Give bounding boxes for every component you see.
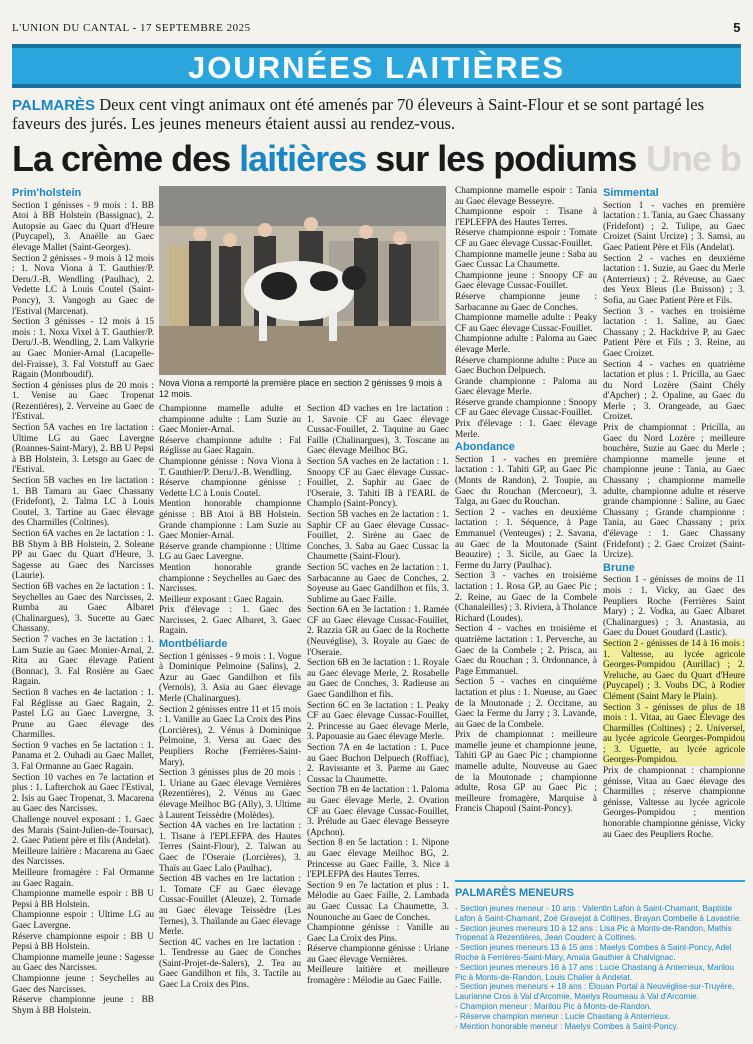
list-paragraph: Championne mamelle adulte : Peaky CF au Gaec élevage Cussac-Fouillet. [455,313,597,334]
list-paragraph: Section 7 vaches en 3e lactation : 1. Lam Suzie au Gaec Monier-Arnal, 2. Rita au Gaec élevage Patient (Bonnac), 3. Fal Rosière au Gaec Ragain. [12,634,154,688]
column-4 [455,186,597,876]
title-part1: La crème des [12,138,240,179]
list-paragraph: - Mention honorable meneur : Maelys Combes à Saint-Poncy. [455,1021,679,1031]
list-paragraph: Section 2 génisses entre 11 et 15 mois : 1. Vanille au Gaec La Croix des Pins (Lorcières), 2. Vénus à Dominique Pelmoine, 3. Versa au Gaec des Peupliers Roche (Ferrières-Saint-Mary). [159,704,301,768]
cow-photo [159,186,446,375]
list-paragraph: Championne mamelle jeune : Saba au Gaec Cussac La Chaumette. [455,249,597,271]
list-paragraph: Meilleure fromagère : Fal Ormanne au Gaec Ragain. [12,868,154,889]
list-paragraph: Section 2 - vaches en deuxième lactation : 1. Séquence, à Page Emmanuel (Venteuges) ; 2. Savana, au Gaec de la Moutonade (Saint Beauzire) ; 3. Sicile, au Gaec la Ferme du Jarry (Paulhac). [455,507,597,571]
list-paragraph: Championne mamelle jeune : Sagesse au Gaec des Narcisses. [12,952,154,974]
list-paragraph: Section 8 vaches en 4e lactation : 1. Fal Réglisse au Gaec Ragain, 2. Pastel LG au Gaec Lavergne, 3. Prune au Gaec élevage des Charmilles. [12,687,154,741]
list-paragraph: Championne mamelle adulte et championne adulte : Lam Suzie au Gaec Monier-Arnal. [159,404,301,436]
list-paragraph: Réserve grande championne : Snoopy CF au Gaec élevage Cussac-Fouillet. [455,397,597,419]
list-paragraph: Section 8 en 5e lactation : 1. Nipone au Gaec élevage Meilhoc BG, 2. Princesse au Gaec Faille, 3. Nice à l'EPLEFPA des Hautes Terres. [307,838,449,881]
list-paragraph: Section 5 - vaches en cinquième lactation et plus : 1. Nueuse, au Gaec de la Moutonade ; 2. Occitane, au Gaec la Ferme du Jarry ; 3. Lavande, au Gaec de la Combele. [455,677,597,730]
list-paragraph: Section 3 génisses - 12 mois à 15 mois : 1. Noxa Vixel à T. Gauthier/P. Deru/J.-B. Wendling, 2. Lam Valkyrie au Gaec Monier-Arnal (Lacapelle-del-Fraisse), 3. Fal Votstuff au Gaec Ragain (Montboudif). [12,317,154,381]
list-paragraph: Section 6A en 3e lactation : 1. Ramée CF au Gaec élevage Cussac-Fouillet, 2. Razzia GR au Gaec de la Rochette (Neuvéglise), 3. Royale au Gaec de l'Oseraie. [307,605,449,658]
list-paragraph: Section 6A vaches en 2e lactation : 1. BB Shym à BB Holstein, 2. Soleane PP au Gaec du Quart d'Heure, 3. Sagesse au Gaec des Narcisses (Laurie). [12,529,154,582]
list-paragraph: Réserve championne jeune : BB Shym à BB Holstein. [12,995,154,1016]
list-paragraph: Section 7B en 4e lactation : 1. Paloma au Gaec élevage Merle, 2. Ovation CF au Gaec élevage Cussac-Fouillet, 3. Prélude au Gaec élevage Besseyre (Apchon). [307,785,449,838]
list-paragraph: Réserve championne adulte : Puce au Gaec Buchon Delpuech. [455,355,597,377]
list-paragraph: Championne espoir : Tisane à l'EPLEFPA des Hautes Terres. [455,207,597,228]
list-paragraph: Section 9 vaches en 5e lactation : 1. Panama et 2. Ouhadi au Gaec Mallet, 3. Fal Ormanne au Gaec Ragain. [12,740,154,773]
list-paragraph: Section 10 vaches en 7e lactation et plus : 1. Lafterchok au Gaec l'Estival, 2. Isis au Gaec Tropenat, 3. Macarena au Gaec des Narcisses. [12,772,154,815]
list-paragraph: Réserve grande championne : Ultime LG au Gaec Lavergne. [159,541,301,563]
column-prim-holstein [12,186,154,1036]
section-heading: Montbéliarde [159,638,228,651]
list-paragraph: Section 6B en 3e lactation : 1. Royale au Gaec élevage Merle, 2. Rosabelle au Gaec de Conches, 3. Radieuse au Gaec Gandilhon et fils. [307,658,449,701]
box-title: PALMARÈS MENEURS [455,880,745,900]
list-paragraph: Section 2 génisses - 9 mois à 12 mois : 1. Nova Viona à T. Gauthier/P. Deru/J.-B. Wendling (Paulhac), 2. Vedette LC à Louis Coutel (Saint-Poncy), 3. Vangogh au Gaec de l'Estival (Marcenat). [12,253,154,317]
section-heading: Abondance [455,441,515,454]
list-paragraph: Meilleur exposant : Gaec Ragain. [159,594,284,605]
banner-title: JOURNÉES LAITIÈRES [187,50,566,85]
list-paragraph: Championne génisse : Vanille au Gaec La Croix des Pins. [307,923,449,944]
list-paragraph: Section 4 - vaches en quatrième lactation et plus : 1. Pricilla, au Gaec du Nord Lozère (Saint Chély d'Apcher) ; 2. Opaline, au Gaec du Merle ; 3. Orangeade, au Gaec Croizet. [603,359,745,423]
section-heading: Brune [603,561,635,574]
list-paragraph: Réserve championne espoir : Tomate CF au Gaec élevage Cussac-Fouillet. [455,228,597,249]
list-paragraph: Réserve championne jeune : Sarbacanne au Gaec de Conches. [455,291,597,313]
list-paragraph: Meilleure laitière et meilleure fromagère : Mélodie au Gaec Faille. [307,965,449,987]
list-paragraph: Section 4B vaches en 1re lactation : 1. Tomate CF au Gaec élevage Cussac-Fouillet (Aleuze), 2. Tornade au Gaec élevage Teissèdre (Les Ternes), 3. Thaïlande au Gaec élevage Merle. [159,874,301,938]
list-paragraph: Section 1 génisses - 9 mois : 1. Vogue à Dominique Pelmoine (Salins), 2. Azur au Gaec Gandilhon et fils (Vernols), 3. Asia au Gaec élevage Merle (Chalinargues). [159,651,301,705]
list-paragraph: Prix d'élevage : 1. Gaec des Narcisses, 2. Gaec Albaret, 3. Gaec Ragain. [159,605,301,637]
list-paragraph: - Réserve champion meneur : Lucie Chastang à Anterrieux. [455,1011,671,1021]
lead-text: Deux cent vingt animaux ont été amenés par 70 éleveurs à Saint-Flour et se sont partagé les faveurs des jurés. Les jeunes meneurs étaient aussi au rendez-vous. [12,95,704,133]
article-title [12,138,741,180]
list-paragraph: Section 1 - génisses de moins de 11 mois : 1. Vicky, au Gaec des Peupliers Roche (Ferrières Saint Mary) ; 2. Vodka, au Gaec Albaret (Chalinargues) ; 3. Anastasia, au Gaec du Douet Goudard (Lastic). [603,575,745,639]
list-paragraph: Section 1 génisses - 9 mois : 1. BB Atoi à BB Holstein (Bassignac), 2. Autopsie au Gaec du Quart d'Heure (Puycapel), 3. Anaëlle au Gaec élevage Mallet (Saint-Georges). [12,200,154,253]
list-paragraph: Section 3 - génisses de plus de 18 mois : 1. Vitaa, au Gaec Élevage des Charmilles (Coltines) ; 2. Universel, au lycée agricole Georges-Pompidou ; 3. Uguette, au lycée agricole Georges-Pompidou. [603,702,745,766]
list-paragraph: Championne adulte : Paloma au Gaec élevage Merle. [455,334,597,355]
column-5 [603,186,745,876]
list-paragraph: Section 1 - vaches en première lactation : 1. Tahiti GP, au Gaec Pic (Monts de Randon), 2. Toupie, au Gaec du Rouchan (Mercoeur), 3. Talga, au Gaec du Rouchan. [455,454,597,508]
list-paragraph: Section 4D vaches en 1re lactation : 1. Savoie CF au Gaec élevage Cussac-Fouillet, 2. Taquine au Gaec Faille (Chalinargues), 3. Toscane au Gaec élevage Meilhoc BG. [307,404,449,457]
list-paragraph: Mention honorable championne génisse : BB Atoi à BB Holstein. Grande championne : Lam Suzie au Gaec Monier-Arnal. [159,499,301,542]
list-paragraph: - Section jeunes meneurs 16 à 17 ans : Lucie Chastang à Anterrieux, Marilou Pic à Monts-de-Randon, Louis Chalier à Andelat. [455,962,734,982]
list-paragraph: Prix de championnat : Pricilla, au Gaec du Nord Lozère ; meilleure bouchère, Suzie au Gaec du Merle ; championne mamelle jeune et championne jeune : Tania, au Gaec Chassany ; championne mamelle adulte, championne adulte et réserve grande championne : Saline, au Gaec Chassany ; Grande championne : Tania, au Gaec Chassany ; prix d'élevage : 1. Gaec Chassany (Fridefont) ; 2. Gaec Croizet (Saint-Urcize). [603,423,745,561]
list-paragraph: Section 4 - vaches en troisième et quatrième lactation : 1. Perverche, au Gaec de la Combele ; 2. Prisca, au Gaec du Rouchan ; 3. Ordonnance, à Page Emmanuel. [455,624,597,677]
list-paragraph: Réserve championne espoir : BB U Pepsi à BB Holstein. [12,931,154,953]
list-paragraph: Section 3 - vaches en troisième lactation : 1. Saline, au Gaec Chassany ; 2. Hackdrive P, au Gaec Patient Père et Fils ; 3. Reine, au Gaec Croizet. [603,306,745,359]
list-paragraph: Prix de championnat : meilleure mamelle jeune et championne jeune, Tahiti GP au Gaec Pic ; championne mamelle adulte, Nouveuse au Gaec de la Moutonade ; championne adulte, Rosa GP au Gaec Pic ; meilleure fromagère, Marquise à Francis Chapoul (Saint-Poncy). [455,730,597,815]
list-paragraph: Section 3 - vaches en troisième lactation : 1. Rosa GP, au Gaec Pic ; 2. Reine, au Gaec de la Combele (Chanaleilles) ; 3. Riviera, à Tholance Richard (Loudes). [455,571,597,624]
list-paragraph: Section 4 génisses plus de 20 mois : 1. Venise au Gaec Tropenat (Rezentières), 2. Verveine au Gaec de l'Estival. [12,380,154,423]
list-paragraph: Championne jeune : Seychelles au Gaec des Narcisses. [12,973,154,995]
list-paragraph: - Section jeunes meneurs 10 à 12 ans : Lisa Pic à Monts-de-Randon, Mathis Tropenat à Rezentières, Jean Couderc à Coltines. [455,923,732,943]
list-paragraph: Championne mamelle espoir : Tania au Gaec élevage Besseyre. [455,186,597,207]
column-3 [307,404,449,1044]
list-paragraph: Mention honorable grande championne : Seychelles au Gaec des Narcisses. [159,562,301,595]
meneurs-box [455,904,745,1031]
list-paragraph: Championne mamelle espoir : BB U Pepsi à BB Holstein. [12,889,154,910]
list-paragraph: Réserve championne adulte : Fal Réglisse au Gaec Ragain. [159,435,301,457]
list-paragraph: Section 1 - vaches en première lactation : 1. Tania, au Gaec Chassany (Fridefont) ; 2. Tulipe, au Gaec Croizet (Saint Urcize) ; 3. Samsi, au Gaec Patient Père et Fils (Andelat). [603,200,745,253]
section-banner [12,44,741,88]
list-paragraph: Section 3 génisses plus de 20 mois : 1. Uriane au Gaec élevage Vernières (Rezentières), 2. Vénus au Gaec élevage Meilhoc BG (Ally), 3. Ultime à Laurent Teissèdre (Molèdes). [159,768,301,821]
list-paragraph: - Section jeunes meneurs + 18 ans : Élouan Portal à Neuvéglise-sur-Truyère, Laurianne Cros à Val d'Arcomie, Maelys Roumeau à Val d'Arcomie. [455,982,735,1002]
list-paragraph: Section 5B vaches en 1re lactation : 1. BB Tamara au Gaec Chassany (Fridefont), 2. Talma LC à Louis Coutel, 3. Tartine au Gaec élevage des Charmilles (Coltines). [12,476,154,529]
list-paragraph: Championne génisse : Nova Viona à T. Gauthier/P. Deru/J.-B. Wendling. [159,456,301,478]
column-2 [159,404,301,1044]
list-paragraph: Championne espoir : Ultime LG au Gaec Lavergne. [12,910,154,931]
list-paragraph: Section 2 - génisses de 14 à 16 mois : 1. Valtesse, au lycée agricole Georges-Pompidou (Aurillac) ; 2. Vreluche, au Gaec du Quart d'Heure (Puycapel) ; 3. Voubs DC, à Rodier Clément (Saint Mary le Plain). [603,638,745,702]
title-accent: laitières [239,138,367,179]
list-paragraph: Réserve championne génisse : Vedette LC à Louis Coutel. [159,478,301,499]
list-paragraph: Section 2 - vaches en deuxième lactation : 1. Suzie, au Gaec du Merle (Anterrieux) ; 2. Réveuse, au Gaec des Yeux Bleus (Le Buisson) ; 3. Sofia, au Gaec Patient Père et Fils. [603,253,745,306]
list-paragraph: Section 6C en 3e lactation : 1. Peaky CF au Gaec élevage Cussac-Fouillet, 2. Princesse au Gaec élevage Merle, 3. Papouasie au Gaec élevage Merle. [307,700,449,743]
newspaper-dateline: L'UNION DU CANTAL - 17 SEPTEMBRE 2025 [12,22,251,34]
list-paragraph: - Section jeunes meneurs 13 à 15 ans : Maelys Combes à Saint-Poncy, Adel Roche à Ferrières-Saint-Mary, Amaïa Gauthier à Chalvignac. [455,943,732,962]
list-paragraph: Section 5A vaches en 2e lactation : 1. Snoopy CF au Gaec élevage Cussac-Fouillet, 2. Saphir au Gaec de l'Oseraie, 3. Tahiti IB à l'EARL de Champlo (Saint-Poncy). [307,456,449,510]
list-paragraph: Prix d'élevage : 1. Gaec élevage Merle. [455,419,597,440]
title-showthrough: Une b [645,138,741,179]
list-paragraph: Section 9 en 7e lactation et plus : 1. Mélodie au Gaec Faille, 2. Lambada au Gaec Cussac La Chaumette, 3. Nounouche au Gaec de Conches. [307,880,449,923]
list-paragraph: Championne jeune : Snoopy CF au Gaec élevage Cussac-Fouillet. [455,270,597,292]
list-paragraph: Challenge nouvel exposant : 1. Gaec des Marais (Saint-Julien-de-Toursac), 2. Gaec Patient père et fils (Andelat). [12,815,154,847]
section-heading: Simmental [603,187,659,199]
lead-paragraph [12,96,741,133]
list-paragraph: Grande championne : Paloma au Gaec élevage Merle. [455,376,597,398]
list-paragraph: Prix de championnat : championne génisse, Vitaa au Gaec élevage des Charmilles ; réserve championne génisse, Valtesse au lycée agricole Georges-Pompidou ; mention honorable championne génisse, Vicky au Gaec des Peupliers Roche. [603,766,745,840]
lead-kicker: PALMARÈS [12,97,96,114]
list-paragraph: - Champion meneur : Marilou Pic à Monts-de-Randon. [455,1001,652,1011]
list-paragraph: Section 4A vaches en 1re lactation : 1. Tisane à l'EPLEFPA des Hautes Terres (Saint-Flour), 2. Taïwan au Gaec de l'Oseraie (Lorcières), 3. Thaïs au Gaec Lalo (Paulhac). [159,821,301,874]
list-paragraph: Section 5C vaches en 2e lactation : 1. Sarbacanne au Gaec de Conches, 2. Soyeuse au Gaec Gandilhon et fils, 3. Sublime au Gaec Faille. [307,562,449,605]
list-paragraph: Meilleure laitière : Macarena au Gaec des Narcisses. [12,846,154,868]
list-paragraph: Section 7A en 4e lactation : 1. Puce au Gaec Buchon Delpuech (Roffiac), 2. Ravissante et 3. Parme au Gaec Cussac la Chaumette. [307,743,449,785]
page-number: 5 [733,20,741,35]
title-part2: sur les podiums [366,138,637,179]
page-header [12,22,741,38]
photo-caption: Nova Viona a remporté la première place en section 2 génisses 9 mois à 12 mois. [159,378,442,399]
list-paragraph: - Section jeunes meneur - 10 ans : Valentin Lafon à Saint-Chamant, Baptiste Lafon à Saint-Chamant, Zoé Gravejat à Coltines, Brayan Combelle à Lavastrie. [455,904,742,923]
list-paragraph: Section 6B vaches en 2e lactation : 1. Seychelles au Gaec des Narcisses, 2. Rumba au Gaec Albaret (Chalinargues), 3. Sucette au Gaec Chassany. [12,581,154,635]
section-heading: Prim'holstein [12,187,82,199]
list-paragraph: Section 5B vaches en 2e lactation : 1. Saphir CF au Gaec élevage Cussac-Fouillet, 2. Sirène au Gaec de Conches, 3. Saba au Gaec Cussac la Chaumette (Saint-Flour). [307,509,449,563]
list-paragraph: Réserve championne génisse : Uriane au Gaec élevage Vernières. [307,944,449,965]
list-paragraph: Section 4C vaches en 1re lactation : 1. Tendresse au Gaec de Conches (Saint-Projet-de-Salers), 2. Tea au Gaec Gandilhon et fils, 3. Tactile au Gaec La Croix des Pins. [159,937,301,991]
list-paragraph: Section 5A vaches en 1re lactation : Ultime LG au Gaec Lavergne (Roannes-Saint-Mary), 2. BB U Pepsi à BB Holstein, 3. Letsgo au Gaec de l'Estival. [12,423,154,476]
